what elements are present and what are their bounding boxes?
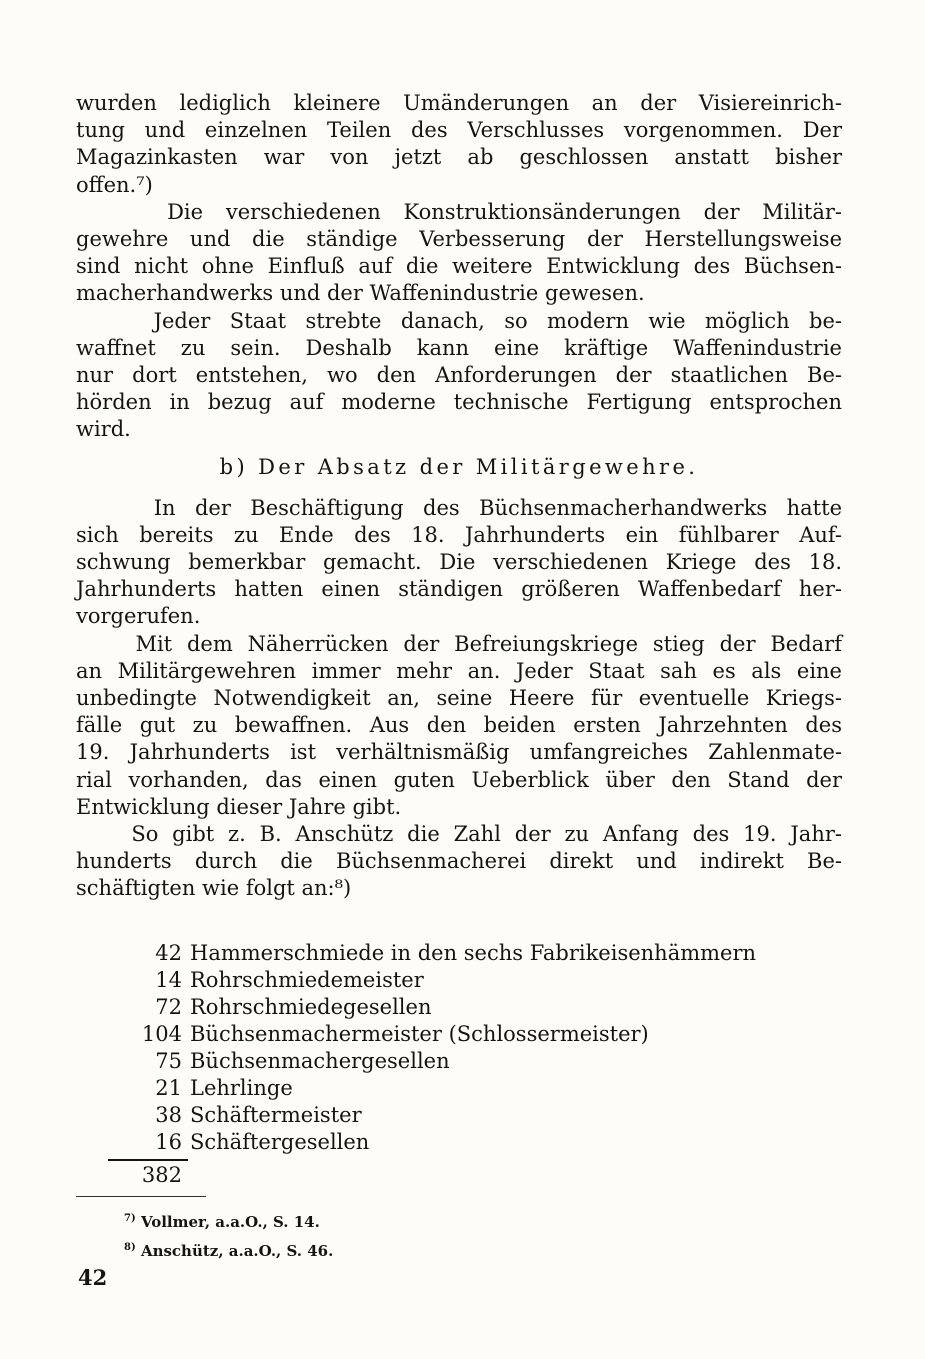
footnote-7 [124,1206,333,1235]
footnote-text: Vollmer, a.a.O., S. 14. [140,1213,320,1231]
list-label: Büchsenmachergesellen [190,1049,450,1073]
list-label: Büchsenmachermeister (Schlossermeister) [190,1022,649,1046]
text-line: hörden in bezug auf moderne technische Fertigung entsprochen [76,390,842,415]
list-item [140,1021,756,1048]
list-label: Rohrschmiedegesellen [190,995,432,1019]
text-line: Jeder Staat strebte danach, so modern wie möglich be- [76,308,842,333]
list-total: 382 [141,1163,182,1187]
list-count: 75 [155,1049,182,1073]
text-line: So gibt z. B. Anschütz die Zahl der zu Anfang des 19. Jahr- [76,822,842,847]
text-line: sind nicht ohne Einfluß auf die weitere Entwicklung des Büchsen- [76,254,842,279]
list-label: Hammerschmiede in den sechs Fabrikeisenhämmern [190,941,757,965]
footnote-mark: 8) [124,1242,136,1253]
text-line: Magazinkasten war von jetzt ab geschlossen anstatt bisher [76,145,842,170]
footnote-mark: 7) [124,1213,136,1224]
list-count: 38 [155,1103,182,1127]
footnotes [124,1206,333,1264]
sum-divider [108,1159,188,1161]
paragraph-3 [76,308,842,444]
footnote-divider [76,1196,206,1197]
list-count: 104 [141,1022,182,1046]
page-number: 42 [78,1265,108,1290]
list-label: Rohrschmiedemeister [190,968,424,992]
list-item [140,1048,756,1075]
text-line: Jahrhunderts hatten einen ständigen größeren Waffenbedarf her- [76,577,842,602]
text-line: Entwicklung dieser Jahre gibt. [76,794,402,819]
list-count: 72 [155,995,182,1019]
text-line: hunderts durch die Büchsenmacherei direkt und indirekt Be- [76,849,842,874]
list-label: Lehrlinge [190,1076,293,1100]
paragraph-1 [76,90,842,199]
list-item [140,1129,756,1156]
list-label: Schäftergesellen [190,1130,370,1154]
list-count: 14 [155,968,182,992]
list-item [140,994,756,1021]
employment-list [140,940,756,1156]
body-text [76,90,842,903]
text-line: tung und einzelnen Teilen des Verschlusses vorgenommen. Der [76,118,842,143]
text-line: wird. [76,417,131,442]
list-item [140,940,756,967]
list-item [140,1075,756,1102]
text-line: rial vorhanden, das einen guten Ueberblick über den Stand der [76,767,842,792]
text-line: vorgerufen. [76,604,201,629]
paragraph-5 [76,631,842,821]
text-line: an Militärgewehren immer mehr an. Jeder Staat sah es als eine [76,658,842,683]
text-line: 19. Jahrhunderts ist verhältnismäßig umfangreiches Zahlenmate- [76,740,842,765]
text-line: sich bereits zu Ende des 18. Jahrhunderts ein fühlbarer Auf- [76,522,842,547]
list-label: Schäftermeister [190,1103,362,1127]
list-item [140,1102,756,1129]
list-count: 16 [155,1130,182,1154]
text-line: macherhandwerks und der Waffenindustrie gewesen. [76,281,645,306]
text-line: nur dort entstehen, wo den Anforderungen der staatlichen Be- [76,363,842,388]
footnote-8 [124,1235,333,1264]
footnote-text: Anschütz, a.a.O., S. 46. [140,1242,334,1260]
text-line: unbedingte Notwendigkeit an, seine Heere für eventuelle Kriegs- [76,686,842,711]
text-line: wurden lediglich kleinere Umänderungen an der Visiereinrich- [76,91,842,115]
text-line: offen.⁷) [76,172,153,197]
text-line: Die verschiedenen Konstruktionsänderungen der Militär- [76,199,842,224]
text-line: Mit dem Näherrücken der Befreiungskriege stieg der Bedarf [76,631,842,656]
text-line: fälle gut zu bewaffnen. Aus den beiden ersten Jahrzehnten des [76,713,842,738]
paragraph-4 [76,495,842,631]
text-line: schwung bemerkbar gemacht. Die verschiedenen Kriege des 18. [76,550,842,575]
list-item [140,967,756,994]
section-heading: b) Der Absatz der Militärgewehre. [219,454,699,479]
text-line: waffnet zu sein. Deshalb kann eine kräftige Waffenindustrie [76,335,842,360]
text-line: gewehre und die ständige Verbesserung der Herstellungsweise [76,227,842,252]
paragraph-2 [76,199,842,308]
paragraph-6 [76,821,842,903]
list-count: 42 [155,941,182,965]
list-count: 21 [155,1076,182,1100]
text-line: In der Beschäftigung des Büchsenmacherhandwerks hatte [76,495,842,520]
text-line: schäftigten wie folgt an:⁸) [76,876,352,901]
